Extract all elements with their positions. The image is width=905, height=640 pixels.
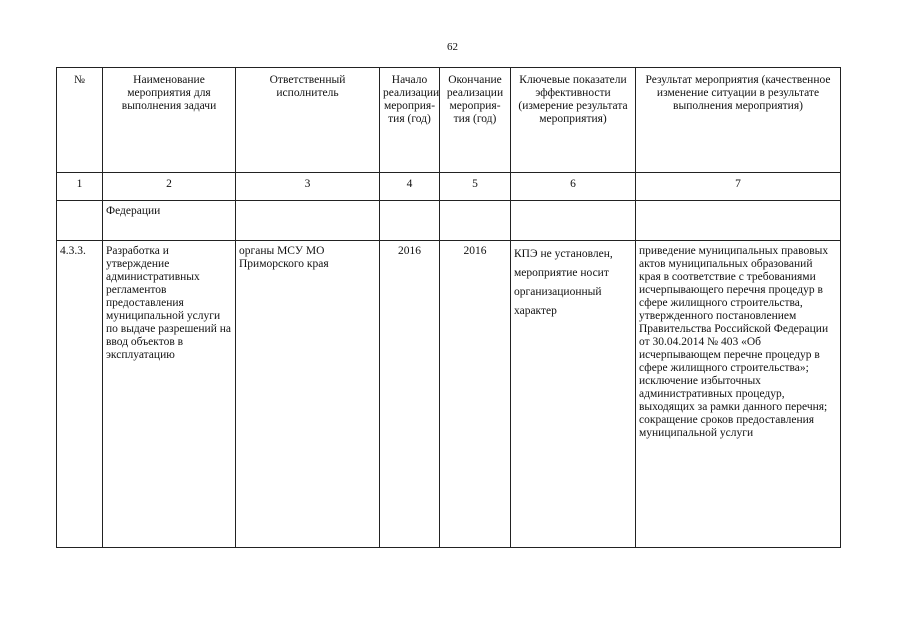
cell-empty [236, 201, 380, 241]
row-start: 2016 [380, 241, 440, 548]
row-kpi: КПЭ не установлен, мероприятие носит организационный характер [511, 241, 636, 548]
header-row [57, 68, 841, 173]
row-num: 4.3.3. [57, 241, 103, 548]
header-start: Начало реализации мероприя-тия (год) [380, 68, 440, 173]
header-num: № [57, 68, 103, 173]
header-result: Результат мероприятия (качественное изменение ситуации в результате выполнения мероприятия) [636, 68, 841, 173]
column-number: 6 [511, 173, 636, 201]
column-number: 3 [236, 173, 380, 201]
column-number-row [57, 173, 841, 201]
header-executor: Ответственный исполнитель [236, 68, 380, 173]
measures-table [56, 67, 841, 548]
cell-empty [636, 201, 841, 241]
cell-empty [57, 201, 103, 241]
column-number: 1 [57, 173, 103, 201]
row-end: 2016 [440, 241, 511, 548]
cell-empty [511, 201, 636, 241]
header-name: Наименование мероприятия для выполнения задачи [103, 68, 236, 173]
continuation-text: Федерации [103, 201, 236, 241]
cell-empty [440, 201, 511, 241]
row-result: приведение муниципальных правовых актов муниципальных образований края в соответствие с требованиями исчерпывающего перечня процедур в сфере жилищного строительства, утвержденного постановлением Правительства Российской Федерации от 30.04.2014 № 403 «Об исчерпывающем перечне процедур в сфере жилищного строительства»; исключение избыточных административных процедур, выходящих за рамки данного перечня; сокращение сроков предоставления муниципальной услуги [636, 241, 841, 548]
row-name: Разработка и утверждение административных регламентов предоставления муниципальной услуги по выдаче разрешений на ввод объектов в эксплуатацию [103, 241, 236, 548]
column-number: 5 [440, 173, 511, 201]
table-row [57, 241, 841, 548]
header-end: Окончание реализации мероприя-тия (год) [440, 68, 511, 173]
column-number: 7 [636, 173, 841, 201]
row-executor: органы МСУ МО Приморского края [236, 241, 380, 548]
page-number: 62 [447, 41, 458, 53]
column-number: 4 [380, 173, 440, 201]
cell-empty [380, 201, 440, 241]
column-number: 2 [103, 173, 236, 201]
continuation-row [57, 201, 841, 241]
header-kpi: Ключевые показатели эффективности (измерение результата мероприятия) [511, 68, 636, 173]
